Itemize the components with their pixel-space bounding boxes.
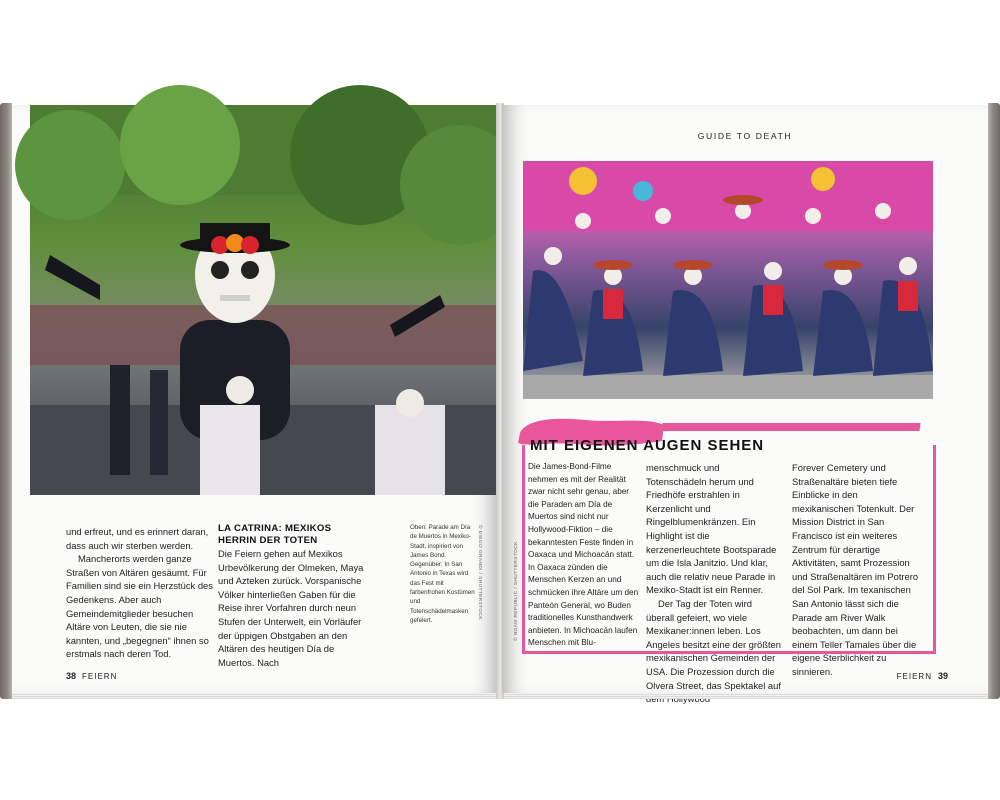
catrina-group-illustration <box>523 161 933 399</box>
parade-illustration <box>30 105 498 495</box>
right-column-1 <box>528 461 640 650</box>
photo-credit: © DIEGO GRANDI / SHUTTERSTOCK <box>477 525 482 621</box>
right-column-3 <box>792 461 922 679</box>
running-head: GUIDE TO DEATH <box>697 131 793 141</box>
book-cover-edge-right <box>988 103 1000 699</box>
paragraph: Die James-Bond-Filme nehmen es mit der Realität zwar nicht sehr genau, aber die Paraden am Día de Muertos sind nicht nur Hollywood-Fiktion – die bekanntesten Feste finden in Oaxaca und Michoacán statt. In Oaxaca zünden die Menschen Kerzen an und schmücken ihre Altäre um den Panteón General, wo Buden traditionelles Kunsthandwerk anbieten. In Michoacán laufen Menschen mit Blu- <box>528 462 639 648</box>
page-stack-left <box>12 693 496 699</box>
folio-right <box>897 671 948 681</box>
open-book <box>0 103 1000 699</box>
brush-line-decoration <box>661 423 920 431</box>
page-number: 38 <box>66 671 77 681</box>
book-cover-edge-left <box>0 103 12 699</box>
subheading-la-catrina: LA CATRINA: MEXIKOS HERRIN DER TOTEN <box>218 523 332 546</box>
left-page <box>12 105 498 693</box>
section-title: MIT EIGENEN AUGEN SEHEN <box>530 437 765 454</box>
photo-credit: © NOAM REPUBLIC / SHUTTERSTOCK <box>514 541 519 641</box>
catrina-group-photo <box>523 161 933 399</box>
page-stack-right <box>504 693 988 699</box>
paragraph: Mancherorts werden ganze Straßen von Altären gesäumt. Für Familien sind sie ein Herzstück des Gedenkens. Aber auch Gemeindemitglieder besuchen Altäre von Leuten, die sie nie kannten, und „begegnen“ ihnen so erstmals nach deren Tod. <box>66 553 213 660</box>
paragraph: menschmuck und Totenschädeln herum und Friedhöfe erstrahlen in Kerzenlicht und Ringelblumenkränzen. Ein Highlight ist die kerzenerleuchtete Bootsparade um die Isla Janitzio. Und klar, auch die relativ neue Parade in Mexiko-Stadt ist ein Renner. <box>646 462 777 596</box>
photo-caption: Oben: Parade am Día de Muertos in Mexiko-Stadt, inspiriert von James Bond. Gegenüber: In San Antonio in Texas wird das Fest mit farbenfrohen Kostümen und Totenschädelmasken gefeiert. <box>410 524 475 624</box>
right-page <box>502 105 988 693</box>
right-column-2 <box>646 461 782 706</box>
paragraph: Forever Cemetery und Straßenaltäre bieten tiefe Einblicke in den mexikanischen Totenkult. Der Mission District in San Francisco ist ein weiteres Zentrum für derartige Aktivitäten, samt Prozession und Straßenaltären im Potrero del Sol Park. Im texanischen San Antonio lässt sich die Parade am River Walk beobachten, um dann bei einem Teller Tamales über die eigene Sterblichkeit zu sinnieren. <box>792 462 919 677</box>
parade-photo <box>30 105 498 495</box>
folio-label: FEIERN <box>82 672 118 681</box>
paragraph: und erfreut, und es erinnert daran, dass auch wir sterben werden. <box>66 526 209 551</box>
paragraph: Die Feiern gehen auf Mexikos Urbevölkerung der Olmeken, Maya und Azteken zurück. Vorspanische Völker hinterließen Gaben für die Reise ihrer Vorfahren durch neun Stufen der Unterwelt, ein Vorläufer der üppigen Obstgaben an den Altären des heutigen Día de Muertos. Nach <box>218 548 364 668</box>
left-column-1 <box>66 525 214 661</box>
folio-label: FEIERN <box>896 672 932 681</box>
left-column-2 <box>218 523 370 669</box>
page-number: 39 <box>937 671 948 681</box>
folio-left <box>66 671 117 681</box>
paragraph: Der Tag der Toten wird überall gefeiert, wo viele Mexikaner:innen leben. Los Angeles besitzt eine der größten mexikanischen Gemeinden der USA. Die Prozession durch die Olvera Street, das Spektakel auf <box>646 597 781 691</box>
